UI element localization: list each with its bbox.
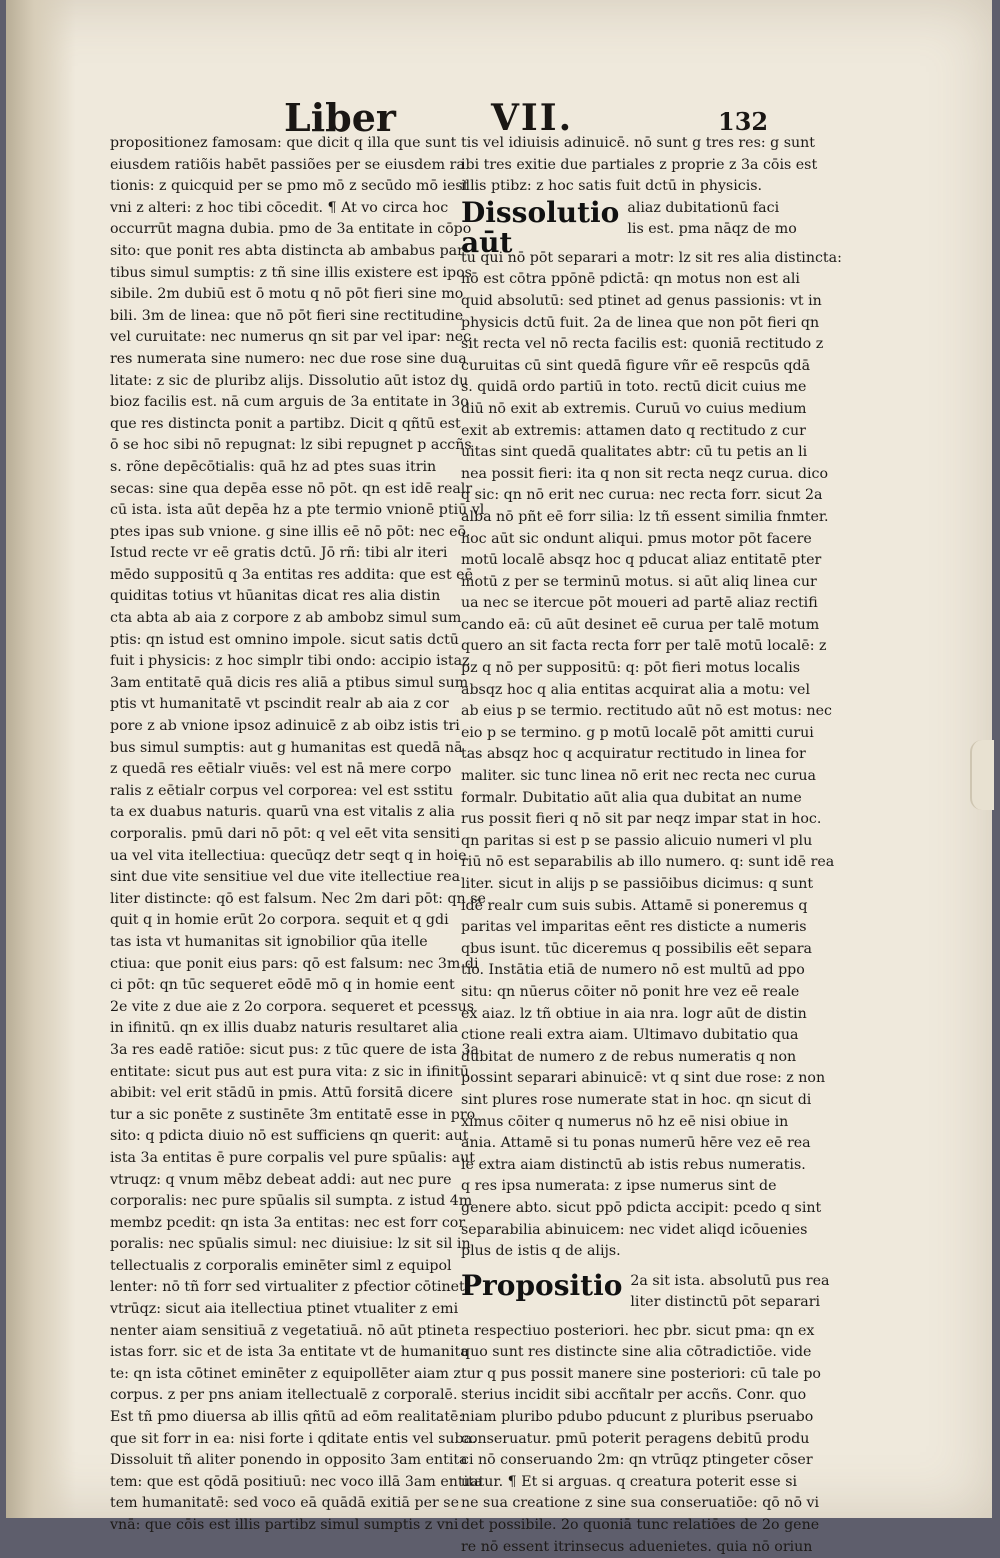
propositio-side-text: [630, 1271, 829, 1314]
text-line: physicis dctū fuit. 2a de linea que non pōt fieri qn: [461, 314, 820, 331]
text-line: ralis z eētialr corpus vel corporea: vel est sstitu: [110, 782, 453, 799]
text-line: Istud recte vr eē gratis dctū. Jō rñ: tibi alr iteri: [110, 545, 448, 562]
text-line: sito: que ponit res abta distincta ab ambabus par: [110, 242, 464, 259]
text-line: ta ex duabus naturis. quarū vna est vitalis z alia: [110, 804, 455, 821]
header-liber: Liber: [284, 95, 396, 140]
text-line: tis vel idiuisis adinuicē. nō sunt g tres res: g sunt: [461, 135, 815, 151]
text-line: ō se hoc sibi nō repugnat: lz sibi repugnet p accñs: [110, 437, 472, 454]
text-line: re nō essent itrinsecus aduenietes. quia nō oriun: [461, 1538, 813, 1555]
text-line: ptis: qn istud est omnino impole. sicut satis dctū: [110, 631, 459, 648]
text-line: fuit i physicis: z hoc simplr tibi ondo: accipio istaz: [110, 653, 470, 670]
text-line: exit ab extremis: attamen dato q rectitudo z cur: [461, 422, 806, 439]
text-line: membz pcedit: qn ista 3a entitas: nec est forr cor: [110, 1214, 466, 1231]
text-line: hoc aūt sic ondunt aliqui. pmus motor pōt facere: [461, 530, 812, 547]
text-line: 2a sit ista. absolutū pus rea: [630, 1272, 830, 1289]
text-line: nea possit fieri: ita q non sit recta neqz curua. dico: [461, 465, 829, 482]
text-line: secas: sine qua depēa esse nō pōt. qn est idē realr: [110, 480, 473, 497]
text-line: sito: q pdicta diuio nō est sufficiens qn querit: aut: [110, 1128, 469, 1145]
right-column-body: [461, 248, 842, 1263]
text-line: vel curuitate: nec numerus qn sit par vel ipar: nec: [110, 329, 472, 346]
text-line: motū localē absqz hoc q pducat aliaz entitatē pter: [461, 552, 822, 569]
text-line: idē realr cum suis subis. Attamē si poneremus q: [461, 897, 808, 914]
text-line: bus simul sumptis: aut g humanitas est quedā nā: [110, 739, 463, 756]
text-line: paritas vel imparitas eēnt res disticte a numeris: [461, 919, 807, 936]
text-line: motū z per se terminū motus. si aūt aliq linea cur: [461, 573, 817, 590]
text-line: quo sunt res distincte sine alia cōtradictiōe. vide: [461, 1344, 812, 1361]
text-line: abibit: vel erit stādū in pmis. Attū forsitā dicere: [110, 1085, 454, 1102]
text-line: tur q pus possit manere sine posteriori: cū tale po: [461, 1365, 821, 1382]
text-line: genere abto. sicut ppō pdicta accipit: pcedo q sint: [461, 1199, 822, 1216]
text-line: tu qui nō pōt separari a motr: lz sit res alia distincta:: [461, 249, 842, 266]
text-line: eiusdem ratiõis habēt passiões per se eiusdem ra: [110, 156, 465, 173]
text-line: alba nō pñt eē forr silia: lz tñ essent similia fnmter.: [461, 508, 829, 525]
text-line: nenter aiam sensitiuā z vegetatiuā. nō aūt ptinet: [110, 1322, 460, 1339]
text-line: sit recta vel nō recta facilis est: quoniā rectitudo z: [461, 336, 824, 353]
text-line: le extra aiam distinctū ab istis rebus numeratis.: [461, 1156, 806, 1173]
text-line: situ: qn nūerus cōiter nō ponit hre vez eē reale: [461, 983, 800, 1000]
text-line: a respectiuo posteriori. hec pbr. sicut pma: qn ex: [461, 1322, 815, 1339]
text-line: ua vel vita itellectiua: quecūqz detr seqt q in hoie: [110, 847, 467, 864]
text-line: tem: que est qōdā positiuū: nec voco illā 3am entita: [110, 1473, 483, 1490]
text-line: sint due vite sensitiue vel due vite itellectiue rea: [110, 869, 461, 886]
text-line: corporalis: nec pure spūalis sil sumpta. z istud 4m: [110, 1193, 473, 1210]
text-line: tas absqz hoc q acquiratur rectitudo in linea for: [461, 746, 806, 763]
text-line: quero an sit facta recta forr per talē motū localē: z: [461, 638, 827, 655]
left-text-column: [110, 133, 486, 1537]
text-line: ibi tres exitie due partiales z proprie z 3a cōis est: [461, 156, 818, 173]
text-line: quit q in homie erūt 2o corpora. sequit et q gdi: [110, 912, 449, 929]
page-gutter: [6, 0, 76, 1518]
text-line: nō est cōtra ppōnē pdictā: qn motus non est ali: [461, 271, 800, 288]
text-line: qn paritas si est p se passio alicuio numeri vl plu: [461, 832, 813, 849]
text-line: det possibile. 2o quoniā tunc relatiōes de 2o gene: [461, 1517, 820, 1534]
text-line: corporalis. pmū dari nō pōt: q vel eēt vita sensiti: [110, 826, 461, 842]
text-line: sint plures rose numerate stat in hoc. qn sicut di: [461, 1091, 812, 1108]
page-fold: [970, 740, 994, 810]
text-line: niam pluribo pdubo pducunt z pluribus pseruabo: [461, 1409, 814, 1426]
text-line: cū ista. ista aūt depēa hz a pte termio vnionē ptiū vl: [110, 502, 485, 519]
right-column-closing: [461, 1321, 821, 1558]
text-line: tellectualis z corporalis eminēter siml z equipol: [110, 1257, 452, 1274]
text-line: formalr. Dubitatio aūt alia qua dubitat an nume: [461, 789, 802, 806]
text-line: te: qn ista cōtinet eminēter z equipollēter aiam z: [110, 1365, 461, 1382]
propositio-heading-row: [461, 1268, 830, 1321]
text-line: plus de istis q de alijs.: [461, 1243, 621, 1260]
text-line: maliter. sic tunc linea nō erit nec recta nec curua: [461, 768, 816, 785]
text-line: lenter: nō tñ forr sed virtualiter z pfectior cōtinet: [110, 1279, 465, 1296]
text-line: 3am entitatē quā dicis res aliā a ptibus simul sum: [110, 674, 469, 691]
text-line: liter. sicut in alijs p se passiōibus dicimus: q sunt: [461, 876, 814, 892]
text-line: pore z ab vnione ipsoz adinuicē z ab oibz istis tri: [110, 718, 460, 735]
text-line: vtruqz: q vnum mēbz debeat addi: aut nec pure: [110, 1171, 452, 1188]
text-line: vtrūqz: sicut aia itellectiua ptinet vtualiter z emi: [110, 1301, 459, 1318]
text-line: curuitas cū sint quedā figure vñr eē respcūs qdā: [461, 357, 811, 374]
text-line: in ifinitū. qn ex illis duabz naturis resultaret alia: [110, 1020, 459, 1037]
text-line: separabilia abinuicem: nec videt aliqd icōuenies: [461, 1221, 808, 1238]
text-line: poralis: nec spūalis simul: nec diuisiue: lz sit sil in: [110, 1236, 471, 1253]
text-line: illis ptibz: z hoc satis fuit dctū in physicis.: [461, 178, 763, 195]
right-text-column: [461, 133, 842, 1558]
text-line: propositionez famosam: que dicit q illa que sunt: [110, 135, 457, 151]
text-line: Dissoluit tñ aliter ponendo in opposito 3am entita: [110, 1452, 468, 1469]
text-line: tem humanitatē: sed voco eā quādā exitiā per se: [110, 1495, 459, 1512]
text-line: ximus cōiter q numerus nō hz eē nisi obiue in: [461, 1113, 789, 1130]
book-page: [6, 0, 992, 1555]
text-line: lis est. pma nāqz de mo: [627, 221, 797, 238]
text-line: ista 3a entitas ē pure corpalis vel pure spūalis: aut: [110, 1149, 475, 1166]
header-book-number: VII.: [491, 97, 574, 139]
text-line: bili. 3m de linea: que nō pōt fieri sine rectitudine: [110, 307, 464, 324]
text-line: sterius incidit sibi accñtalr per accñs. Conr. quo: [461, 1387, 807, 1404]
text-line: q sic: qn nō erit nec curua: nec recta forr. sicut 2a: [461, 487, 823, 504]
text-line: ptes ipas sub vnione. g sine illis eē nō pōt: nec eō.: [110, 523, 471, 540]
text-line: uatur. ¶ Et si arguas. q creatura poterit esse si: [461, 1473, 798, 1490]
text-line: ab eius p se termio. rectitudo aūt nō est motus: nec: [461, 703, 832, 720]
text-line: mēdo suppositū q 3a entitas res addita: que est eē: [110, 566, 473, 583]
text-line: eio p se termino. g p motū localē pōt amitti curui: [461, 724, 814, 741]
text-line: dubitat de numero z de rebus numeratis q non: [461, 1048, 797, 1065]
text-line: ua nec se itercue pōt moueri ad partē aliaz rectifi: [461, 595, 818, 612]
text-line: que res distincta ponit a partibz. Dicit q qñtū est: [110, 415, 461, 432]
text-line: que sit forr in ea: nisi forte i qditate entis vel suba.: [110, 1430, 477, 1447]
text-line: s. quidā ordo partiū in toto. rectū dicit cuius me: [461, 379, 807, 396]
text-line: absqz hoc q alia entitas acquirat alia a motu: vel: [461, 681, 810, 698]
text-line: tionis: z quicquid per se pmo mō z secūdo mō iest: [110, 178, 469, 195]
text-line: Est tñ pmo diuersa ab illis qñtū ad eōm realitatē:: [110, 1409, 464, 1426]
text-line: cando eā: cū aūt desinet eē curua per talē motum: [461, 616, 820, 633]
text-line: corpus. z per pns aniam itellectualē z corporalē.: [110, 1387, 458, 1404]
text-line: res numerata sine numero: nec due rose sine dua: [110, 350, 467, 367]
text-line: 2e vite z due aie z 2o corpora. sequeret et pcessus: [110, 998, 475, 1015]
text-line: liter distinctū pōt separari: [630, 1294, 821, 1311]
text-line: tibus simul sumptis: z tñ sine illis existere est ipos: [110, 264, 472, 281]
text-line: tas ista vt humanitas sit ignobilior qūa itelle: [110, 933, 428, 950]
text-line: 3a res eadē ratiōe: sicut pus: z tūc quere de ista 3a: [110, 1041, 479, 1058]
text-line: ne sua creatione z sine sua conseruatiōe: qō nō vi: [461, 1495, 820, 1512]
text-line: liter distincte: qō est falsum. Nec 2m dari pōt: qn se: [110, 890, 486, 907]
dissolutio-heading: Dissolutio aūt: [461, 195, 620, 259]
folio-number: 132: [718, 107, 769, 136]
text-line: cta abta ab aia z corpore z ab ambobz simul sum: [110, 610, 462, 627]
text-line: possint separari abinuicē: vt q sint due rose: z non: [461, 1070, 826, 1087]
text-line: istas forr. sic et de ista 3a entitate vt de humanita: [110, 1344, 469, 1361]
text-line: tio. Instātia etiā de numero nō est multū ad ppo: [461, 962, 805, 979]
text-line: q res ipsa numerata: z ipse numerus sint de: [461, 1178, 777, 1195]
text-line: ptis vt humanitatē vt pscindit realr ab aia z cor: [110, 696, 449, 713]
right-column-opening: [461, 133, 818, 198]
text-line: pz q nō per suppositū: q: pōt fieri motus localis: [461, 660, 801, 677]
text-line: conseruatur. pmū poterit peragens debitū produ: [461, 1430, 810, 1447]
text-line: aliaz dubitationū faci: [627, 199, 780, 216]
text-line: vnā: que cōis est illis partibz simul sumptis z vni: [110, 1517, 459, 1533]
text-line: z quedā res eētialr viuēs: vel est nā mere corpo: [110, 761, 452, 778]
text-line: occurrūt magna dubia. pmo de 3a entitate in cōpo: [110, 221, 472, 238]
text-line: litate: z sic de pluribz alijs. Dissolutio aūt istoz du: [110, 372, 469, 389]
text-line: ctiua: que ponit eius pars: qō est falsum: nec 3m di: [110, 955, 479, 972]
text-line: entitate: sicut pus aut est pura vita: z sic in ifinitū: [110, 1063, 470, 1080]
text-line: bioz facilis est. nā cum arguis de 3a entitate in 3o: [110, 394, 469, 411]
text-line: ci nō conseruando 2m: qn vtrūqz ptingeter cōser: [461, 1452, 813, 1469]
text-line: qbus isunt. tūc diceremus q possibilis eēt separa: [461, 940, 812, 957]
text-line: tur a sic ponēte z sustinēte 3m entitatē esse in pro: [110, 1106, 476, 1123]
text-line: ctione reali extra aiam. Ultimavo dubitatio qua: [461, 1027, 799, 1044]
text-line: uitas sint quedā qualitates abtr: cū tu petis an li: [461, 444, 808, 461]
text-line: diū nō exit ab extremis. Curuū vo cuius medium: [461, 400, 807, 417]
text-line: sibile. 2m dubiū est ō motu q nō pōt fieri sine mo: [110, 286, 464, 303]
text-line: quid absolutū: sed ptinet ad genus passionis: vt in: [461, 292, 822, 309]
propositio-heading: Propositio: [461, 1268, 623, 1302]
text-line: s. rõne depēcōtialis: quā hz ad ptes suas itrin: [110, 458, 437, 475]
text-line: ania. Attamē si tu ponas numerū hēre vez eē rea: [461, 1135, 811, 1152]
text-line: quiditas totius vt hūanitas dicat res alia distin: [110, 588, 441, 605]
text-line: ci pōt: qn tūc sequeret eōdē mō q in homie eent: [110, 977, 455, 994]
text-line: vni z alteri: z hoc tibi cōcedit. ¶ At vo circa hoc: [110, 199, 449, 216]
text-line: ex aiaz. lz tñ obtiue in aia nra. logr aūt de distin: [461, 1005, 807, 1022]
text-line: riū nō est separabilis ab illo numero. q: sunt idē rea: [461, 854, 835, 871]
text-line: rus possit fieri q nō sit par neqz impar stat in hoc.: [461, 811, 822, 828]
dissolutio-side-text: [627, 198, 796, 241]
